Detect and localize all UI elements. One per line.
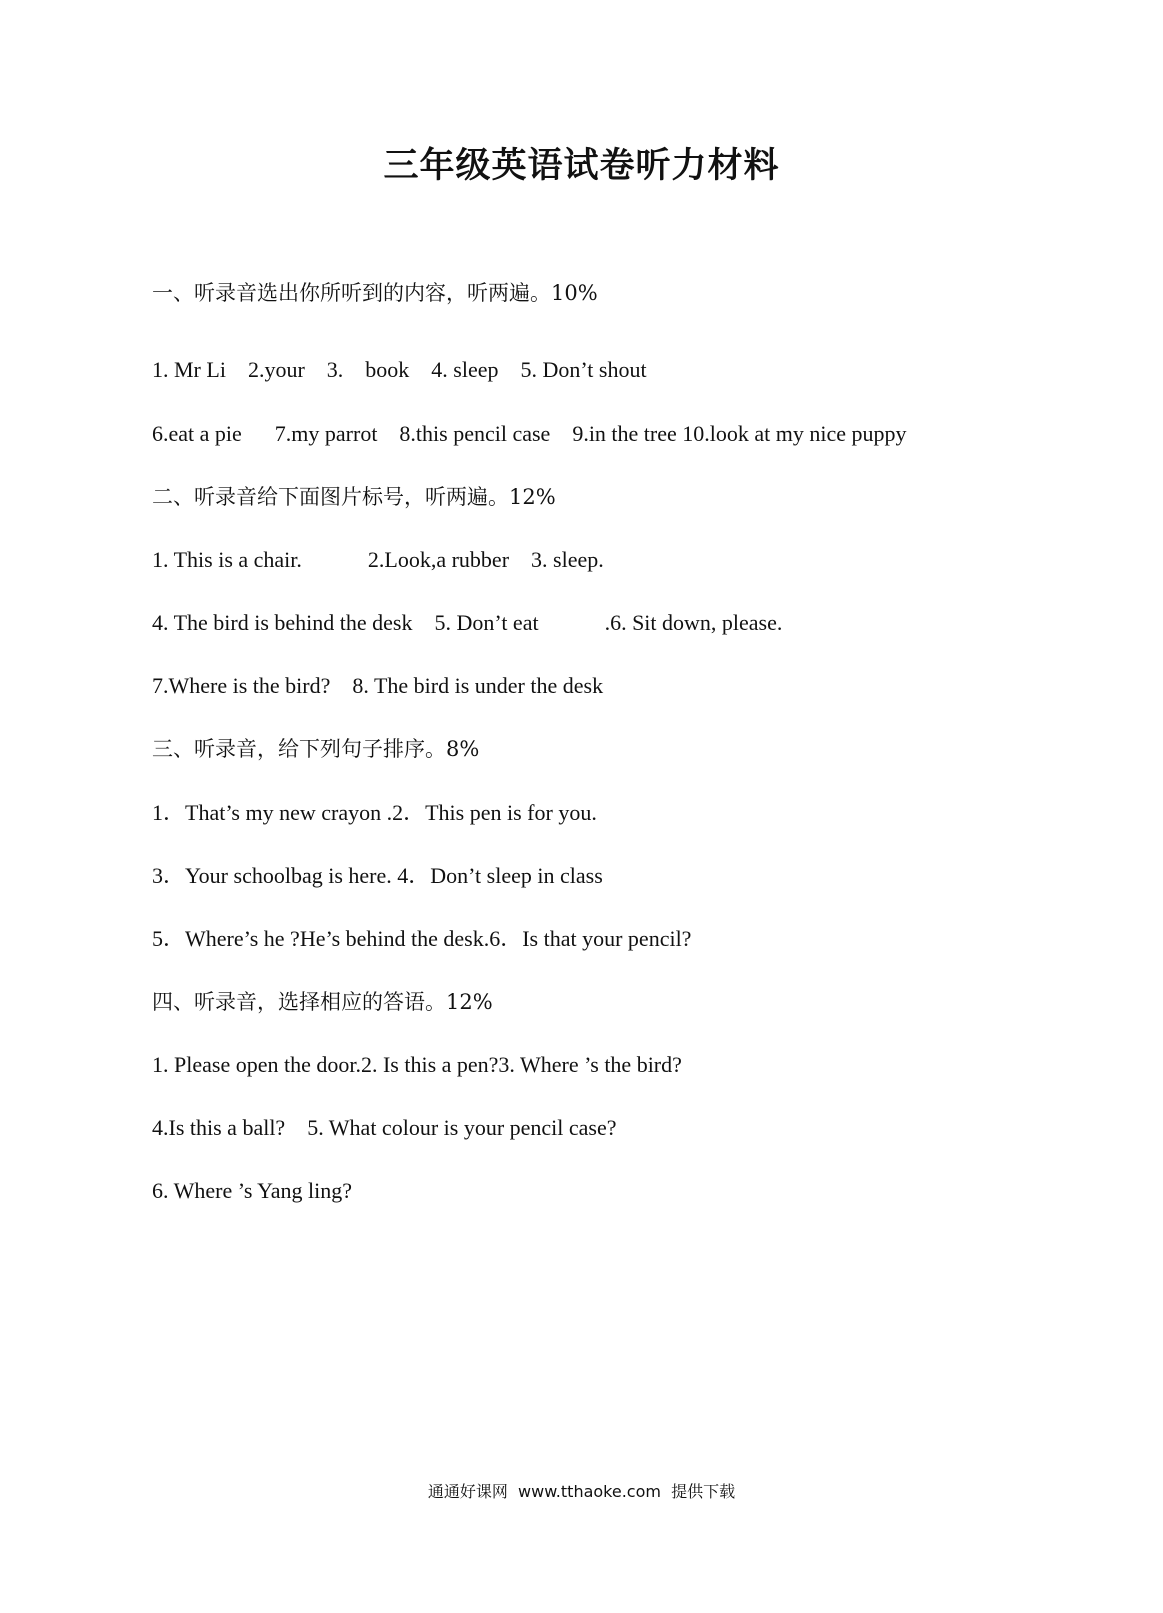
- section-1-heading: 一、听录音选出你所听到的内容，听两遍。10%: [152, 281, 598, 305]
- footer-credit: 通通好课网 www.tthaoke.com 提供下载: [427, 1482, 736, 1501]
- section-1-line-1: 1. Mr Li 2.your 3. book 4. sleep 5. Don’t shout: [152, 357, 647, 382]
- section-2-line-1: 1. This is a chair. 2.Look,a rubber 3. sleep.: [152, 547, 604, 572]
- section-3-line-3: 5．Where’s he ?He’s behind the desk.6．Is that your pencil?: [152, 926, 692, 951]
- section-1-line-2: 6.eat a pie 7.my parrot 8.this pencil case 9.in the tree 10.look at my nice puppy: [152, 421, 907, 446]
- section-4-line-3: 6. Where ’s Yang ling?: [152, 1178, 353, 1203]
- section-4-line-2: 4.Is this a ball? 5. What colour is your pencil case?: [152, 1115, 617, 1140]
- section-2-line-3: 7.Where is the bird? 8. The bird is under the desk: [152, 673, 604, 698]
- section-3-heading: 三、听录音，给下列句子排序。8%: [152, 737, 480, 761]
- document-title: 三年级英语试卷听力材料: [383, 146, 780, 186]
- section-4-heading: 四、听录音，选择相应的答语。12%: [152, 990, 493, 1014]
- section-2-line-2: 4. The bird is behind the desk 5. Don’t eat .6. Sit down, please.: [152, 610, 783, 635]
- section-4-line-1: 1. Please open the door.2. Is this a pen?3. Where ’s the bird?: [152, 1052, 682, 1077]
- section-3-line-1: 1．That’s my new crayon .2．This pen is for you.: [152, 800, 597, 825]
- section-2-heading: 二、听录音给下面图片标号，听两遍。12%: [152, 485, 556, 509]
- section-3-line-2: 3．Your schoolbag is here. 4．Don’t sleep in class: [152, 863, 603, 888]
